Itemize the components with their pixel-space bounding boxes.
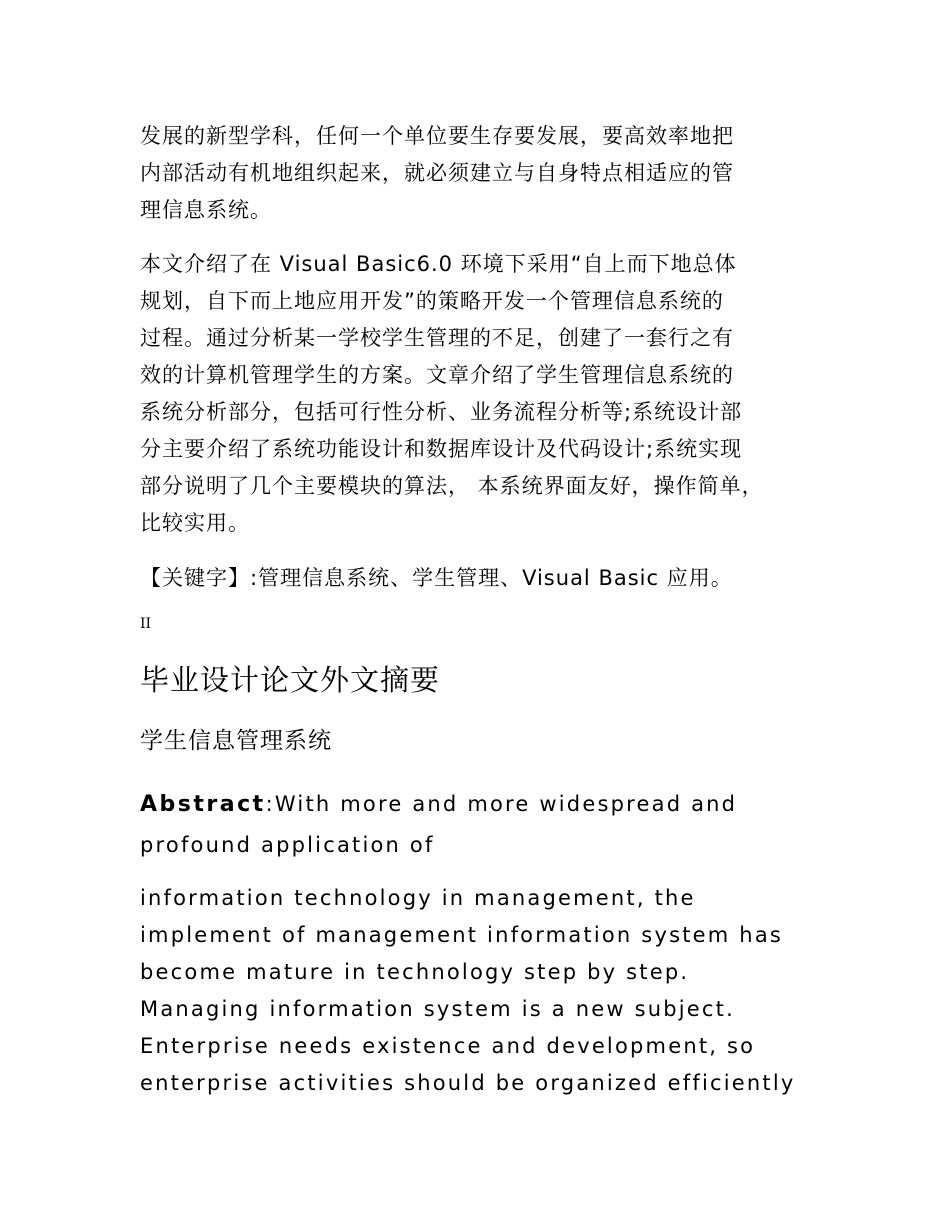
keywords-line: 【关键字】:管理信息系统、学生管理、Visual Basic 应用。 [140,566,733,590]
text-line: 规划，自下而上地应用开发”的策略开发一个管理信息系统的 [140,289,724,313]
text-line: 过程。通过分析某一学校学生管理的不足，创建了一套行之有 [140,326,734,350]
paragraph-summary [140,246,840,542]
abstract-label: Abstract [140,792,266,817]
text-line: 效的计算机管理学生的方案。文章介绍了学生管理信息系统的 [140,363,734,387]
text-line: Managing information system is a new subject. [140,997,735,1021]
abstract-intro [140,784,830,866]
abstract-line: profound application of [140,833,435,857]
text-line: Enterprise needs existence and development, so [140,1034,756,1058]
text-line: 分主要介绍了系统功能设计和数据库设计及代码设计;系统实现 [140,437,743,461]
text-line: 部分说明了几个主要模块的算法， 本系统界面友好，操作简单， [140,474,764,498]
text-line: implement of management information system has [140,923,784,947]
text-line: become mature in technology step by step. [140,960,690,984]
text-line: enterprise activities should be organized efficiently [140,1071,796,1095]
abstract-body [140,880,830,1102]
text-line: 比较实用。 [140,511,250,535]
abstract-text: :With more and more widespread and [265,792,738,816]
text-line: 内部活动有机地组织起来，就必须建立与自身特点相适应的管 [140,161,734,185]
text-line: 本文介绍了在 Visual Basic6.0 环境下采用“自上而下地总体 [140,252,737,276]
text-line: 发展的新型学科，任何一个单位要生存要发展，要高效率地把 [140,124,734,148]
page-number: II [140,616,152,632]
paragraph-intro-continued [140,118,840,229]
abstract-line [140,784,830,825]
text-line: information technology in management, the [140,886,696,910]
section-subtitle: 学生信息管理系统 [140,728,332,754]
text-line: 理信息系统。 [140,198,272,222]
section-heading: 毕业设计论文外文摘要 [140,663,441,697]
text-line: 系统分析部分，包括可行性分析、业务流程分析等;系统设计部 [140,400,743,424]
